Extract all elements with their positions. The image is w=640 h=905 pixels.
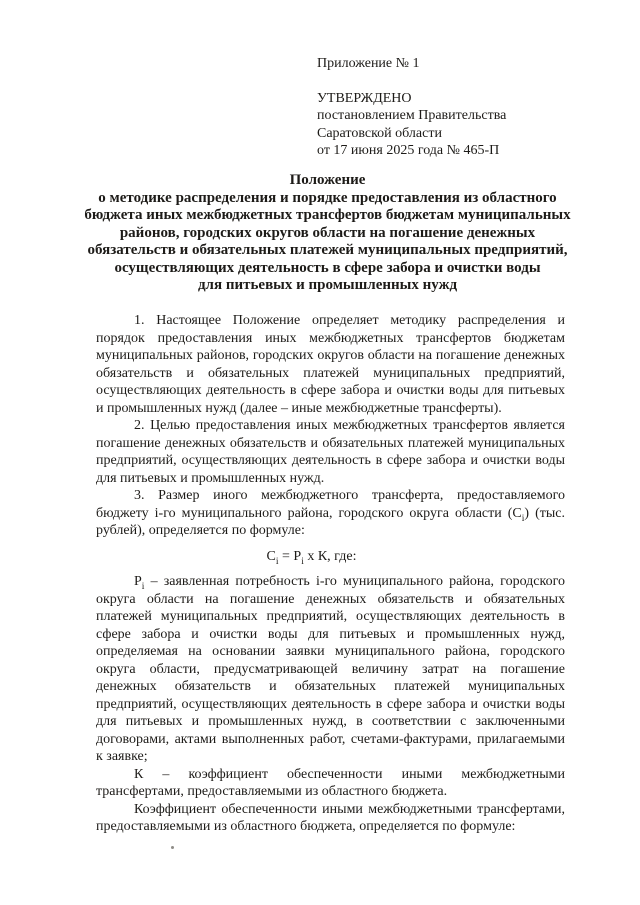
paragraph: $Р_i$ – заявленная потребность i-го муниципального района, городского округа области на погашение денежных обязательств и обязательных платежей муниципальных предприятий, осуществляющих деятельность в сфере забора и очистки воды для питьевых и промышленных нужд, определяемая на основании заявки муниципального района, городского округа области, предусматривающей величину затрат на погашение денежных обязательств и обязательных платежей муниципальных предприятий, осуществляющих деятельность в сфере забора и очистки воды для питьевых и промышленных нужд, в соответствии с заключенными договорами, актами выполненных работ, счетами-фактурами, прилагаемыми к заявке; bbox=[96, 574, 565, 764]
approval-line: Саратовской области bbox=[317, 125, 442, 141]
document-title bbox=[70, 172, 585, 295]
title-line: для питьевых и промышленных нужд bbox=[197, 277, 458, 293]
document-body bbox=[96, 312, 565, 836]
subscript: i bbox=[521, 513, 525, 524]
approval-line: УТВЕРЖДЕНО bbox=[317, 91, 412, 107]
title-line: осуществляющих деятельность в сфере забора и очистки воды bbox=[114, 259, 541, 276]
approval-lines bbox=[317, 90, 506, 159]
title-line: бюджета иных межбюджетных трансфертов бюджетам муниципальных bbox=[84, 207, 571, 223]
title-line: о методике распределения и порядке предоставления из областного bbox=[98, 189, 557, 206]
paragraph: 2. Целью предоставления иных межбюджетных трансфертов является погашение денежных обязательств и обязательных платежей муниципальных предприятий, осуществляющих деятельность в сфере забора и очистки воды для питьевых и промышленных нужд. bbox=[96, 418, 565, 486]
title-line: районов, городских округов области на погашение денежных bbox=[119, 224, 536, 241]
approval-line: от 17 июня 2025 года № 465-П bbox=[317, 142, 500, 158]
subscript: i bbox=[275, 556, 279, 567]
approval-line: постановлением Правительства bbox=[317, 108, 507, 124]
paragraph: 3. Размер иного межбюджетного трансферта, предоставляемого бюджету i-го муниципального района, городского округа области $(С_i)$ (тыс. рублей), определяется по формуле: bbox=[96, 488, 565, 538]
title-line: обязательств и обязательных платежей муниципальных предприятий, bbox=[87, 242, 568, 258]
paragraph: К – коэффициент обеспеченности иными межбюджетными трансфертами, предоставляемыми из областного бюджета. bbox=[96, 766, 565, 799]
subscript: i bbox=[141, 581, 145, 592]
formula: $С_i = Р_i$ х К, где: bbox=[266, 548, 357, 567]
scan-speck bbox=[171, 846, 174, 849]
paragraph: 1. Настоящее Положение определяет методику распределения и порядок предоставления иных межбюджетных трансфертов бюджетам муниципальных районов, городских округов области на погашение денежных обязательств и обязательных платежей муниципальных предприятий, осуществляющих деятельность в сфере забора и очистки воды для питьевых и промышленных нужд (далее – иные межбюджетные трансферты). bbox=[96, 313, 565, 416]
title-line: Положение bbox=[289, 172, 366, 188]
approval-block bbox=[317, 55, 506, 159]
appendix-label: Приложение № 1 bbox=[317, 56, 420, 71]
paragraph: Коэффициент обеспеченности иными межбюджетными трансфертами, предоставляемыми из областного бюджета, определяется по формуле: bbox=[96, 801, 565, 834]
subscript: i bbox=[301, 556, 304, 567]
